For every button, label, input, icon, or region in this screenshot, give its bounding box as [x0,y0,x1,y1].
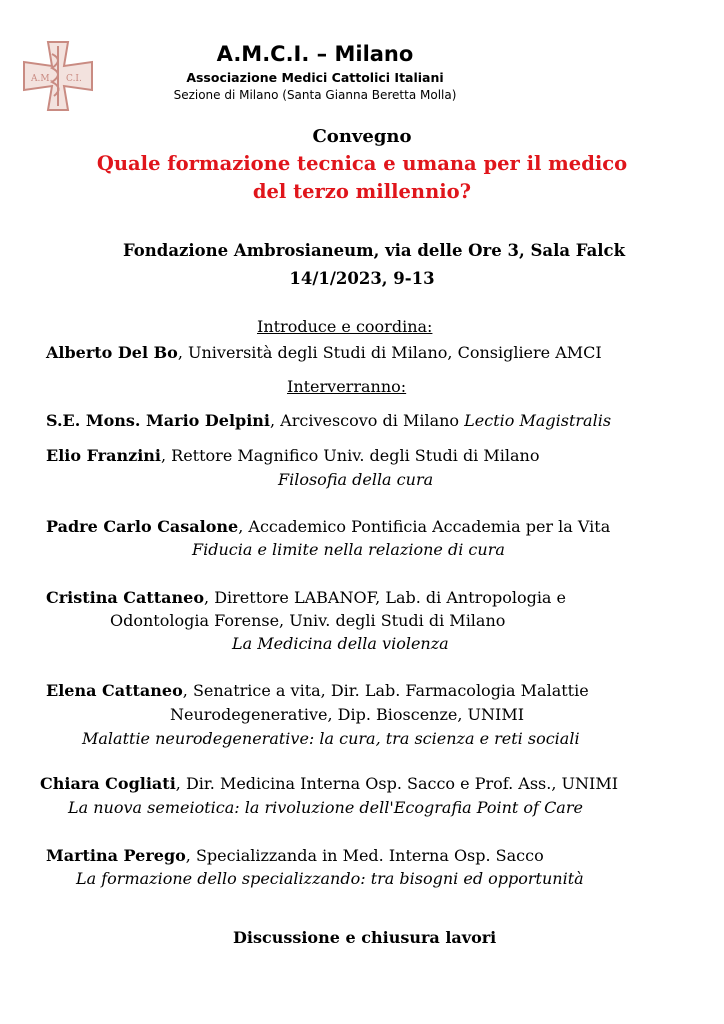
speaker-role: , Accademico Pontificia Accademia per la Vita [238,517,611,536]
speakers-heading: Interverranno: [287,377,407,396]
speaker-talk: La nuova semeiotica: la rivoluzione dell'Ecografia Point of Care [68,798,583,817]
event-title-line1: Quale formazione tecnica e umana per il medico [96,152,628,175]
speaker-line [46,446,539,465]
event-location: Fondazione Ambrosianeum, via delle Ore 3, Sala Falck [122,241,626,260]
speaker-role: , Direttore LABANOF, Lab. di Antropologia e [204,588,567,607]
speaker-talk: Fiducia e limite nella relazione di cura [192,540,505,559]
speaker-line [40,774,618,793]
intro-role: , Università degli Studi di Milano, Consigliere AMCI [177,343,602,362]
org-section: Sezione di Milano (Santa Gianna Beretta Molla) [173,88,457,102]
speaker-name: S.E. Mons. Mario Delpini [46,411,270,430]
speaker-name: Elio Franzini [46,446,161,465]
event-datetime: 14/1/2023, 9-13 [289,269,435,288]
speaker-name: Cristina Cattaneo [46,588,205,607]
speaker-name: Chiara Cogliati [40,774,176,793]
speaker-role-cont: Neurodegenerative, Dip. Bioscenze, UNIMI [170,705,525,724]
intro-name: Alberto Del Bo [46,343,178,362]
org-title: A.M.C.I. – Milano [216,42,414,66]
speaker-line [46,681,589,700]
speaker-line [46,588,566,607]
logo-text-left: A.M. [31,74,53,84]
intro-heading: Introduce e coordina: [257,317,433,336]
speaker-line [46,517,610,536]
speaker-role: , Dir. Medicina Interna Osp. Sacco e Prof. Ass., UNIMI [175,774,619,793]
speaker-name: Padre Carlo Casalone [46,517,239,536]
event-title-line2: del terzo millennio? [252,180,472,203]
amci-logo [22,40,94,112]
speaker-name: Martina Perego [46,846,186,865]
logo-text-right: C.I. [66,74,82,84]
speaker-role-cont: Odontologia Forense, Univ. degli Studi di Milano [110,611,506,630]
closing-text: Discussione e chiusura lavori [233,928,497,947]
speaker-talk: La Medicina della violenza [232,634,449,653]
speaker-talk: Filosofia della cura [278,470,434,489]
speaker-role: , Specializzanda in Med. Interna Osp. Sacco [185,846,544,865]
speaker-line [46,411,611,430]
speaker-name: Elena Cattaneo [46,681,183,700]
speaker-talk: Malattie neurodegenerative: la cura, tra scienza e reti sociali [82,729,580,748]
speaker-role: , Arcivescovo di Milano [270,411,465,430]
speaker-talk: La formazione dello specializzando: tra bisogni ed opportunità [76,869,584,888]
speaker-role: , Senatrice a vita, Dir. Lab. Farmacologia Malattie [182,681,589,700]
speaker-talk: Lectio Magistralis [464,411,612,430]
intro-line [46,343,602,362]
speaker-role: , Rettore Magnifico Univ. degli Studi di Milano [160,446,540,465]
speaker-line [46,846,544,865]
event-label: Convegno [312,126,412,147]
org-subtitle: Associazione Medici Cattolici Italiani [186,70,444,85]
